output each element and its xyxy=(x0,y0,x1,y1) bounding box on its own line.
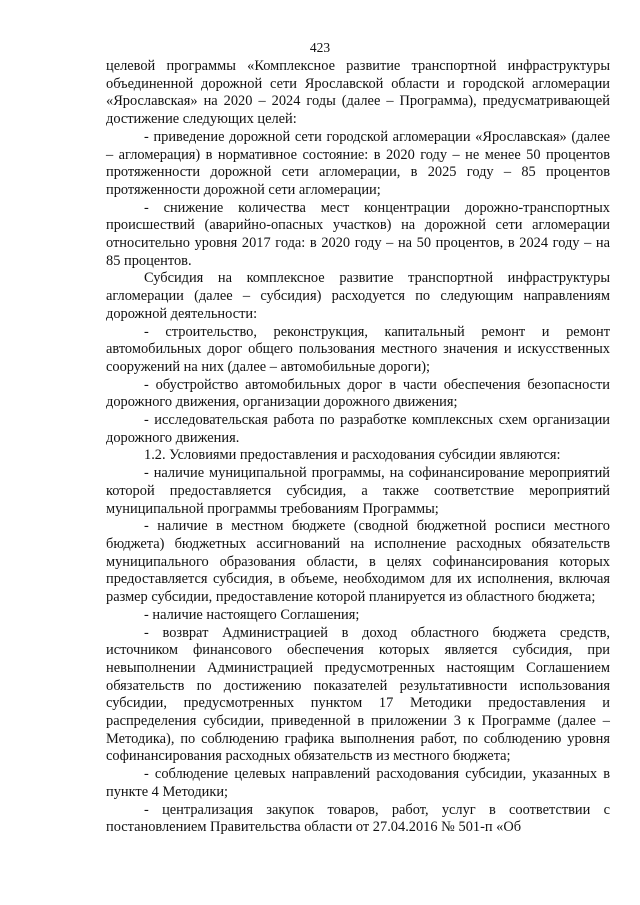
paragraph: целевой программы «Комплексное развитие транспортной инфраструктуры объединенной дорожной сети Ярославской области и городской агломерации «Ярославская» на 2020 – 2024 годы (далее – Программа), предусматривающей достижение следующих целей: xyxy=(106,58,610,128)
paragraph: - централизация закупок товаров, работ, услуг в соответствии с постановлением Правительства области от 27.04.2016 № 501-п «Об xyxy=(106,801,610,836)
paragraph: - обустройство автомобильных дорог в части обеспечения безопасности дорожного движения, организации дорожного движения; xyxy=(106,376,610,411)
paragraph: 1.2. Условиями предоставления и расходования субсидии являются: xyxy=(144,447,561,464)
paragraph: - приведение дорожной сети городской агломерации «Ярославская» (далее – агломерация) в нормативное состояние: в 2020 году – не менее 50 процентов протяженности дорожной сети агломерации, в 2025 году – 85 процентов протяженности дорожной сети агломерации; xyxy=(106,128,610,198)
paragraph: - снижение количества мест концентрации дорожно-транспортных происшествий (аварийно-опасных участков) на дорожной сети агломерации относительно уровня 2017 года: в 2020 году – на 50 процентов, в 2024 году – на 85 процентов. xyxy=(106,199,610,269)
document-body xyxy=(106,58,610,837)
paragraph: - исследовательская работа по разработке комплексных схем организации дорожного движения. xyxy=(106,412,610,446)
paragraph: - строительство, реконструкция, капитальный ремонт и ремонт автомобильных дорог общего пользования местного значения и искусственных сооружений на них (далее – автомобильные дороги); xyxy=(106,323,610,375)
paragraph: - наличие муниципальной программы, на софинансирование мероприятий которой предоставляется субсидия, а также соответствие мероприятий муниципальной программы требованиям Программы; xyxy=(106,465,610,517)
paragraph: Субсидия на комплексное развитие транспортной инфраструктуры агломерации (далее – субсидия) расходуется по следующим направлениям дорожной деятельности: xyxy=(106,270,610,322)
paragraph: - наличие настоящего Соглашения; xyxy=(144,606,360,623)
paragraph: - соблюдение целевых направлений расходования субсидии, указанных в пункте 4 Методики; xyxy=(106,766,610,800)
page-number: 423 xyxy=(309,40,331,55)
paragraph: - наличие в местном бюджете (сводной бюджетной росписи местного бюджета) бюджетных ассигнований на исполнение расходных обязательств муниципального образования области, в целях софинансирования которых предоставляется субсидия, в объеме, необходимом для их исполнения, включая размер субсидии, предоставление которой планируется из областного бюджета; xyxy=(106,518,610,606)
paragraph: - возврат Администрацией в доход областного бюджета средств, источником финансового обеспечения которых является субсидия, при невыполнении Администрацией предусмотренных настоящим Соглашением обязательств по достижению показателей результативности использования субсидии, предусмотренных пунктом 17 Методики предоставления и распределения субсидии, приведенной в приложении 3 к Программе (далее – Методика), по соблюдению графика выполнения работ, по соблюдению уровня софинансирования расходных обязательств из местного бюджета; xyxy=(106,624,610,765)
